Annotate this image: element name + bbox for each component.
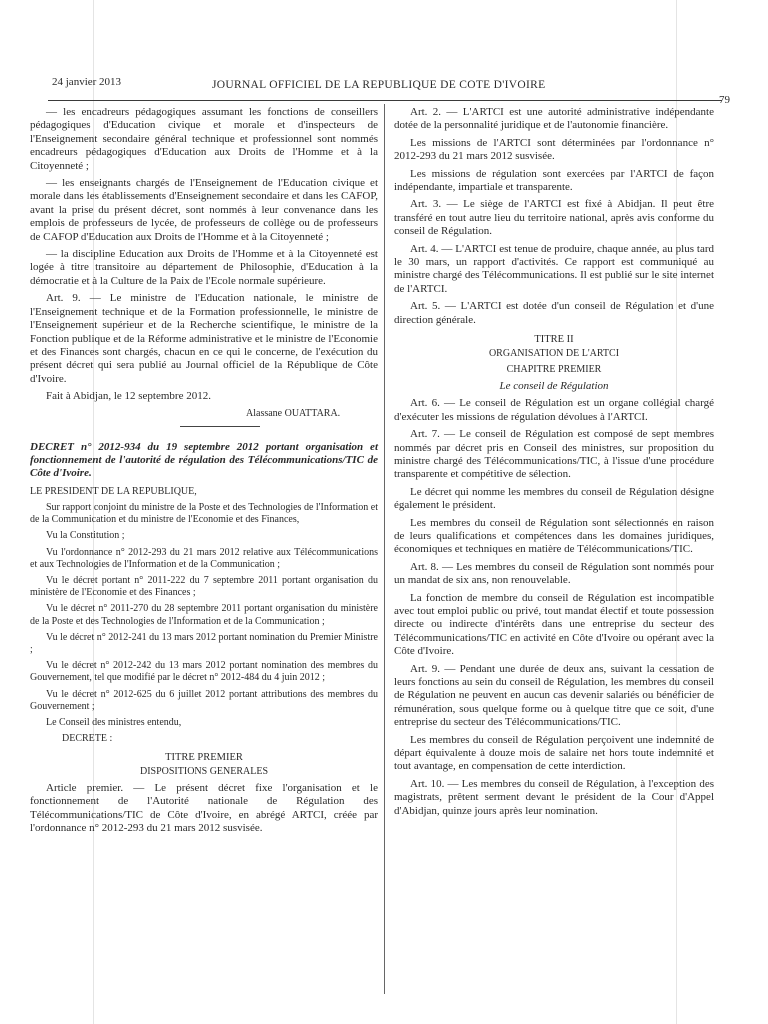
article-2: Art. 2. — L'ARTCI est une autorité administrative indépendante dotée de la personnalité juridique et de l'autonomie financière. bbox=[394, 106, 714, 132]
decrete-heading: DECRETE : bbox=[62, 733, 113, 745]
visa: Vu le décret n° 2012-625 du 6 juillet 2012 portant attributions des membres du Gouvernement ; bbox=[30, 688, 378, 712]
chapter-title: CHAPITRE PREMIER bbox=[506, 363, 602, 375]
paragraph: Les missions de régulation sont exercées par l'ARTCI de façon indépendante, impartiale et transparente. bbox=[394, 167, 714, 194]
section-title: TITRE II bbox=[534, 334, 574, 346]
paragraph: Les missions de l'ARTCI sont déterminées par l'ordonnance n° 2012-293 du 21 mars 2012 susvisée. bbox=[394, 136, 714, 163]
column-divider bbox=[384, 104, 385, 994]
article-6: Art. 6. — Le conseil de Régulation est un organe collégial chargé d'exécuter les missions de régulation dévolues à l'ARTCI. bbox=[394, 397, 714, 423]
paragraph: Les membres du conseil de Régulation perçoivent une indemnité de départ équivalente à douze mois de salaire net hors toute indemnité et tout avantage, en compensation de cette interdiction. bbox=[394, 733, 714, 773]
paragraph: Le décret qui nomme les membres du conseil de Régulation désigne également le président. bbox=[394, 485, 714, 512]
fait-a-abidjan: Fait à Abidjan, le 12 septembre 2012. bbox=[46, 390, 211, 403]
article-1: Article premier. — Le présent décret fixe l'organisation et le fonctionnement de l'Autorité nationale de Régulation des Télécommunications/TIC de Côte d'Ivoire, en abrégé ARTCI, créée par l'ordonnance n° 2012-293 du 21 mars 2012 susvisée. bbox=[30, 782, 378, 835]
section-title: TITRE PREMIER bbox=[165, 752, 243, 764]
visa: Vu la Constitution ; bbox=[46, 530, 125, 542]
header-date: 24 janvier 2013 bbox=[52, 76, 122, 88]
left-column bbox=[30, 106, 378, 840]
header-rule bbox=[48, 100, 722, 101]
article-9-left: Art. 9. — Le ministre de l'Education nationale, le ministre de l'Enseignement technique et de la Formation professionnelle, le ministre de l'Enseignement supérieur et de la Recherche scientifique, le ministre de la Fonction publique et de la Réforme administrative et le ministre de l'Economie et des Finances sont chargés, chacun en ce qui le concerne, de l'exécution du présent décret qui sera publié au Journal officiel de la République de Côte d'Ivoire. bbox=[30, 292, 378, 385]
header-title: JOURNAL OFFICIEL DE LA REPUBLIQUE DE COTE D'IVOIRE bbox=[212, 79, 546, 91]
signature: Alassane OUATTARA. bbox=[246, 407, 341, 419]
chapter-subtitle: Le conseil de Régulation bbox=[499, 379, 609, 392]
visa: Vu le décret n° 2012-242 du 13 mars 2012 portant nomination des membres du Gouvernement, tel que modifié par le décret n° 2012-484 du 4 juin 2012 ; bbox=[30, 660, 378, 684]
decret-title: DECRET n° 2012-934 du 19 septembre 2012 portant organisation et fonctionnement de l'autorité de régulation des Télécommunications/TIC de Côte d'Ivoire. bbox=[30, 440, 378, 479]
section-subtitle: DISPOSITIONS GENERALES bbox=[139, 765, 269, 777]
article-8: Art. 8. — Les membres du conseil de Régulation sont nommés pour un mandat de six ans, non renouvelable. bbox=[394, 560, 714, 587]
article-9-right: Art. 9. — Pendant une durée de deux ans, suivant la cessation de leurs fonctions au sein du conseil de Régulation, les membres du conseil de Régulation ne peuvent en aucun cas devenir salariés ou bénéficier de rémunération, sous quelque forme ou à quelque titre que ce soit, d'une entreprise du secteur des Télécommunications/TIC. bbox=[394, 662, 714, 729]
paragraph: La fonction de membre du conseil de Régulation est incompatible avec tout emploi public ou privé, tout mandat électif et toute possession directe ou indirecte d'intérêts dans une entreprise du secteur des Télécommunications/TIC en activité en Côte d'Ivoire ou opérant avec la Côte d'Ivoire. bbox=[394, 591, 714, 658]
article-4: Art. 4. — L'ARTCI est tenue de produire, chaque année, au plus tard le 30 mars, un rapport d'activités. Ce rapport est communiqué au ministre chargé des Télécommunications. Il est publié sur le site internet de l'ARTCI. bbox=[394, 242, 714, 295]
article-3: Art. 3. — Le siège de l'ARTCI est fixé à Abidjan. Il peut être transféré en tout autre lieu du territoire national, après avis conforme du conseil de Régulation. bbox=[394, 198, 714, 238]
right-column bbox=[394, 106, 714, 822]
visa: Vu le décret portant n° 2011-222 du 7 septembre 2011 portant organisation du ministère de l'Economie et des Finances ; bbox=[30, 574, 378, 599]
visa: Vu l'ordonnance n° 2012-293 du 21 mars 2012 relative aux Télécommunications et aux Technologies de l'Information et de la Communication ; bbox=[30, 546, 378, 570]
paragraph: Sur rapport conjoint du ministre de la Poste et des Technologies de l'Information et de la Communication et du ministre de l'Economie et des Finances, bbox=[30, 501, 378, 526]
page-header bbox=[40, 74, 730, 104]
paragraph: — les encadreurs pédagogiques assumant les fonctions de conseillers pédagogiques d'Education civique et morale et d'inspecteurs de l'Enseignement secondaire général technique et professionnel sont nommés encadreurs pédagogiques d'Education aux Droits de l'Homme et à la Citoyenneté ; bbox=[30, 106, 378, 172]
page-number: 79 bbox=[719, 94, 730, 106]
paragraph: — les enseignants chargés de l'Enseignement de l'Education civique et morale dans les établissements d'Enseignement secondaire et dans les CAFOP, avant la prise du présent décret, sont nommés à leur convenance dans les emplois de professeurs de lycée, de professeurs de collège ou de professeurs de CAFOP d'Education aux Droits de l'Homme et à la Citoyenneté ; bbox=[30, 177, 378, 243]
section-subtitle: ORGANISATION DE L'ARTCI bbox=[488, 347, 620, 359]
visa: Vu le décret n° 2012-241 du 13 mars 2012 portant nomination du Premier Ministre ; bbox=[30, 631, 378, 655]
president-heading: LE PRESIDENT DE LA REPUBLIQUE, bbox=[30, 485, 197, 497]
signature-rule bbox=[180, 426, 260, 427]
article-10: Art. 10. — Les membres du conseil de Régulation, à l'exception des magistrats, prêtent serment devant le président de la Cour d'Appel d'Abidjan, quinze jours après leur nomination. bbox=[394, 777, 714, 817]
paragraph: Le Conseil des ministres entendu, bbox=[46, 716, 182, 728]
article-7: Art. 7. — Le conseil de Régulation est composé de sept membres nommés par décret pris en Conseil des ministres, sur proposition du ministre chargé des Télécommunications/TIC, à l'issue d'une procédure transparente et compétitive de sélection. bbox=[394, 428, 714, 481]
article-5: Art. 5. — L'ARTCI est dotée d'un conseil de Régulation et d'une direction générale. bbox=[394, 300, 714, 326]
paragraph: — la discipline Education aux Droits de l'Homme et à la Citoyenneté est logée à titre transitoire au département de Philosophie, d'Education à la démocratie et à la Culture de la Paix de l'Ecole normale supérieure. bbox=[30, 248, 378, 287]
paragraph: Les membres du conseil de Régulation sont sélectionnés en raison de leurs qualifications et compétences dans les domaines juridiques, économiques et techniques en matière de Télécommunications/TIC. bbox=[394, 516, 714, 556]
visa: Vu le décret n° 2011-270 du 28 septembre 2011 portant organisation du ministère de la Poste et des Technologies de l'Information et de la Communication ; bbox=[30, 603, 378, 627]
